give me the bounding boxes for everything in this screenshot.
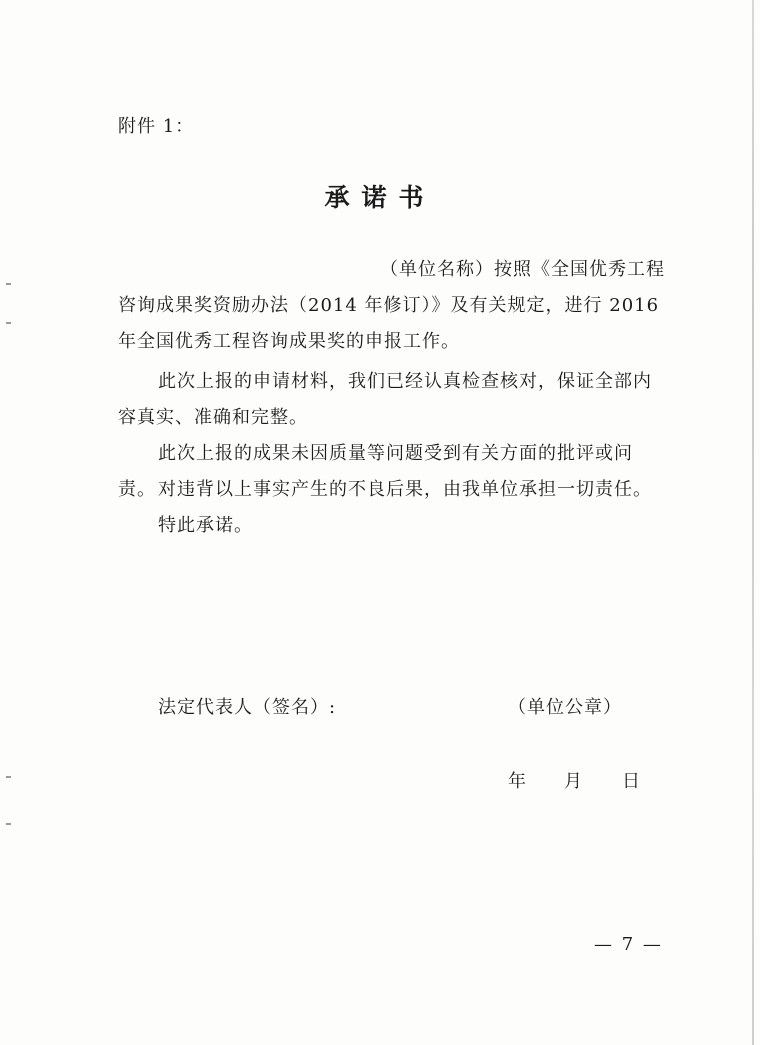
- date-line: [508, 767, 640, 793]
- paragraph-verification: 此次上报的申请材料，我们已经认真检查核对，保证全部内容真实、准确和完整。: [118, 371, 652, 428]
- binding-mark: [6, 322, 11, 324]
- paragraph-no-issues: 此次上报的成果未因质量等问题受到有关方面的批评或问责。: [118, 443, 633, 500]
- date-day-label: 日: [622, 771, 640, 792]
- binding-mark: [6, 776, 11, 778]
- page-number: — 7 —: [594, 934, 663, 955]
- document-title: 承诺书: [324, 183, 436, 212]
- paragraph-closing: 特此承诺。: [158, 515, 253, 536]
- paragraph-intro: （单位名称）按照《全国优秀工程咨询成果奖资励办法（2014 年修订）》及有关规定，进行 2016 年全国优秀工程咨询成果奖的申报工作。: [118, 259, 665, 352]
- binding-mark: [6, 823, 11, 825]
- date-month-label: 月: [564, 771, 582, 792]
- unit-seal-label: （单位公章）: [508, 697, 622, 718]
- date-year-label: 年: [508, 771, 526, 792]
- representative-signature-label: 法定代表人（签名）:: [158, 697, 337, 718]
- scan-edge-shadow: [752, 0, 754, 1045]
- paragraph-responsibility: 对违背以上事实产生的不良后果，由我单位承担一切责任。: [158, 479, 652, 500]
- binding-mark: [6, 283, 11, 285]
- attachment-label: 附件 1：: [118, 116, 195, 137]
